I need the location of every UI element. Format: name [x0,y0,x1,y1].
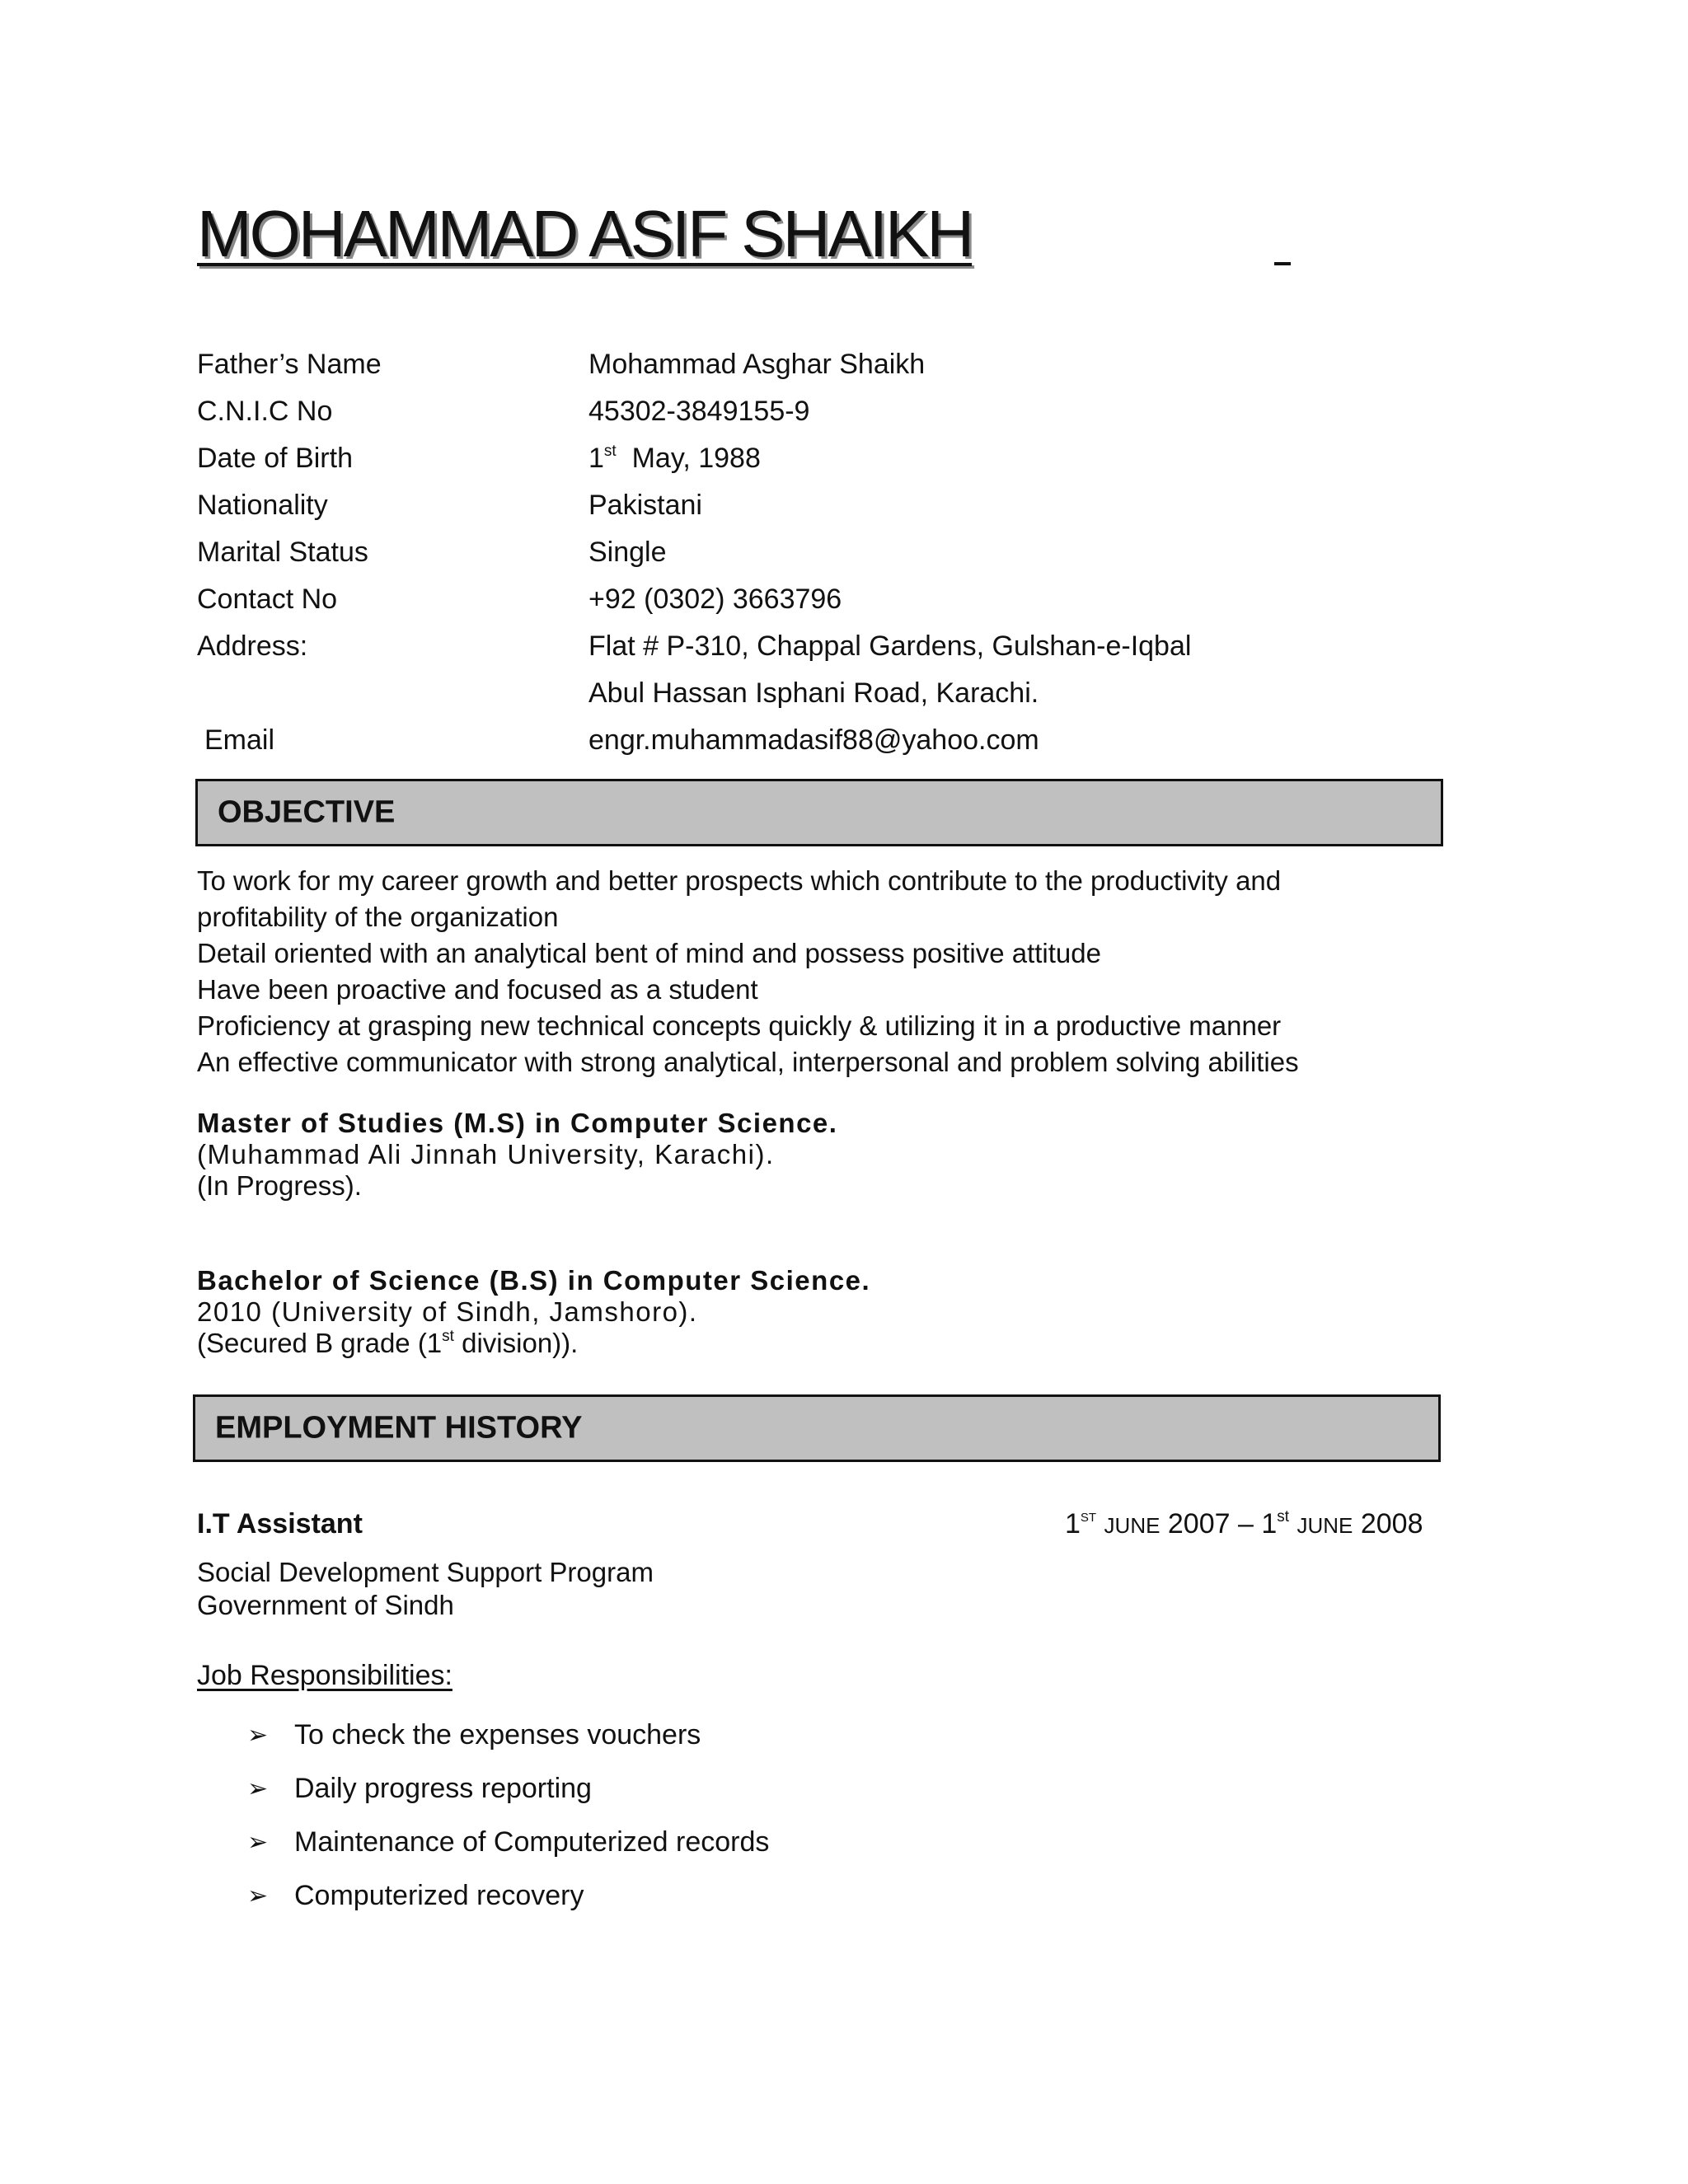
candidate-name: MOHAMMAD ASIF SHAIKH [197,197,973,270]
label-email: Email [204,724,275,756]
objective-line: profitability of the organization [197,902,559,932]
degree-title: Bachelor of Science (B.S) in Computer Science. [197,1265,871,1296]
responsibility-item: Maintenance of Computerized records [294,1826,770,1858]
objective-text [197,863,1299,1080]
objective-line: An effective communicator with strong analytical, interpersonal and problem solving abilities [197,1047,1299,1077]
job-title: I.T Assistant [197,1508,363,1540]
degree-institution: (Muhammad Ali Jinnah University, Karachi). [197,1139,775,1169]
degree-grade: (Secured B grade (1st division)). [197,1328,579,1358]
job-dates: 1ST JUNE 2007 – 1st JUNE 2008 [1065,1508,1423,1540]
value-dob: 1st May, 1988 [588,443,761,474]
label-nationality: Nationality [197,490,328,521]
responsibility-item: Computerized recovery [294,1880,584,1911]
value-address-line2: Abul Hassan Isphani Road, Karachi. [588,677,1039,709]
employment-heading: EMPLOYMENT HISTORY [215,1410,583,1446]
employment-heading-box [193,1394,1441,1462]
education-bs [197,1265,870,1359]
value-marital-status: Single [588,537,667,568]
employer-name: Social Development Support Program [197,1557,654,1587]
education-ms [197,1108,837,1202]
value-cnic: 45302-3849155-9 [588,396,810,427]
objective-line: Have been proactive and focused as a student [197,974,758,1005]
value-father-name: Mohammad Asghar Shaikh [588,349,926,380]
responsibility-item: To check the expenses vouchers [294,1719,701,1750]
employer-org: Government of Sindh [197,1590,454,1620]
objective-heading: OBJECTIVE [218,794,396,830]
degree-institution: 2010 (University of Sindh, Jamshoro). [197,1296,698,1327]
bullet-arrow-icon: ➢ [247,1882,269,1910]
label-father-name: Father’s Name [197,349,382,380]
label-marital-status: Marital Status [197,537,368,568]
objective-line: Detail oriented with an analytical bent of mind and possess positive attitude [197,938,1101,968]
objective-heading-box [195,779,1443,846]
degree-status: (In Progress). [197,1170,362,1201]
bullet-arrow-icon: ➢ [247,1829,269,1856]
bullet-arrow-icon: ➢ [247,1722,269,1749]
label-cnic: C.N.I.C No [197,396,333,427]
label-address: Address: [197,630,308,662]
title-underline-mark [1274,262,1291,265]
value-email: engr.muhammadasif88@yahoo.com [588,724,1039,756]
degree-title: Master of Studies (M.S) in Computer Science. [197,1108,838,1138]
label-contact: Contact No [197,583,338,615]
employer [197,1556,654,1622]
objective-line: Proficiency at grasping new technical concepts quickly & utilizing it in a productive manner [197,1010,1282,1041]
value-contact: +92 (0302) 3663796 [588,583,842,615]
responsibility-item: Daily progress reporting [294,1773,592,1804]
responsibilities-heading: Job Responsibilities: [197,1660,452,1691]
label-dob: Date of Birth [197,443,353,474]
value-nationality: Pakistani [588,490,702,521]
objective-line: To work for my career growth and better prospects which contribute to the productivity and [197,865,1282,896]
value-address-line1: Flat # P-310, Chappal Gardens, Gulshan-e-Iqbal [588,630,1192,662]
bullet-arrow-icon: ➢ [247,1775,269,1802]
